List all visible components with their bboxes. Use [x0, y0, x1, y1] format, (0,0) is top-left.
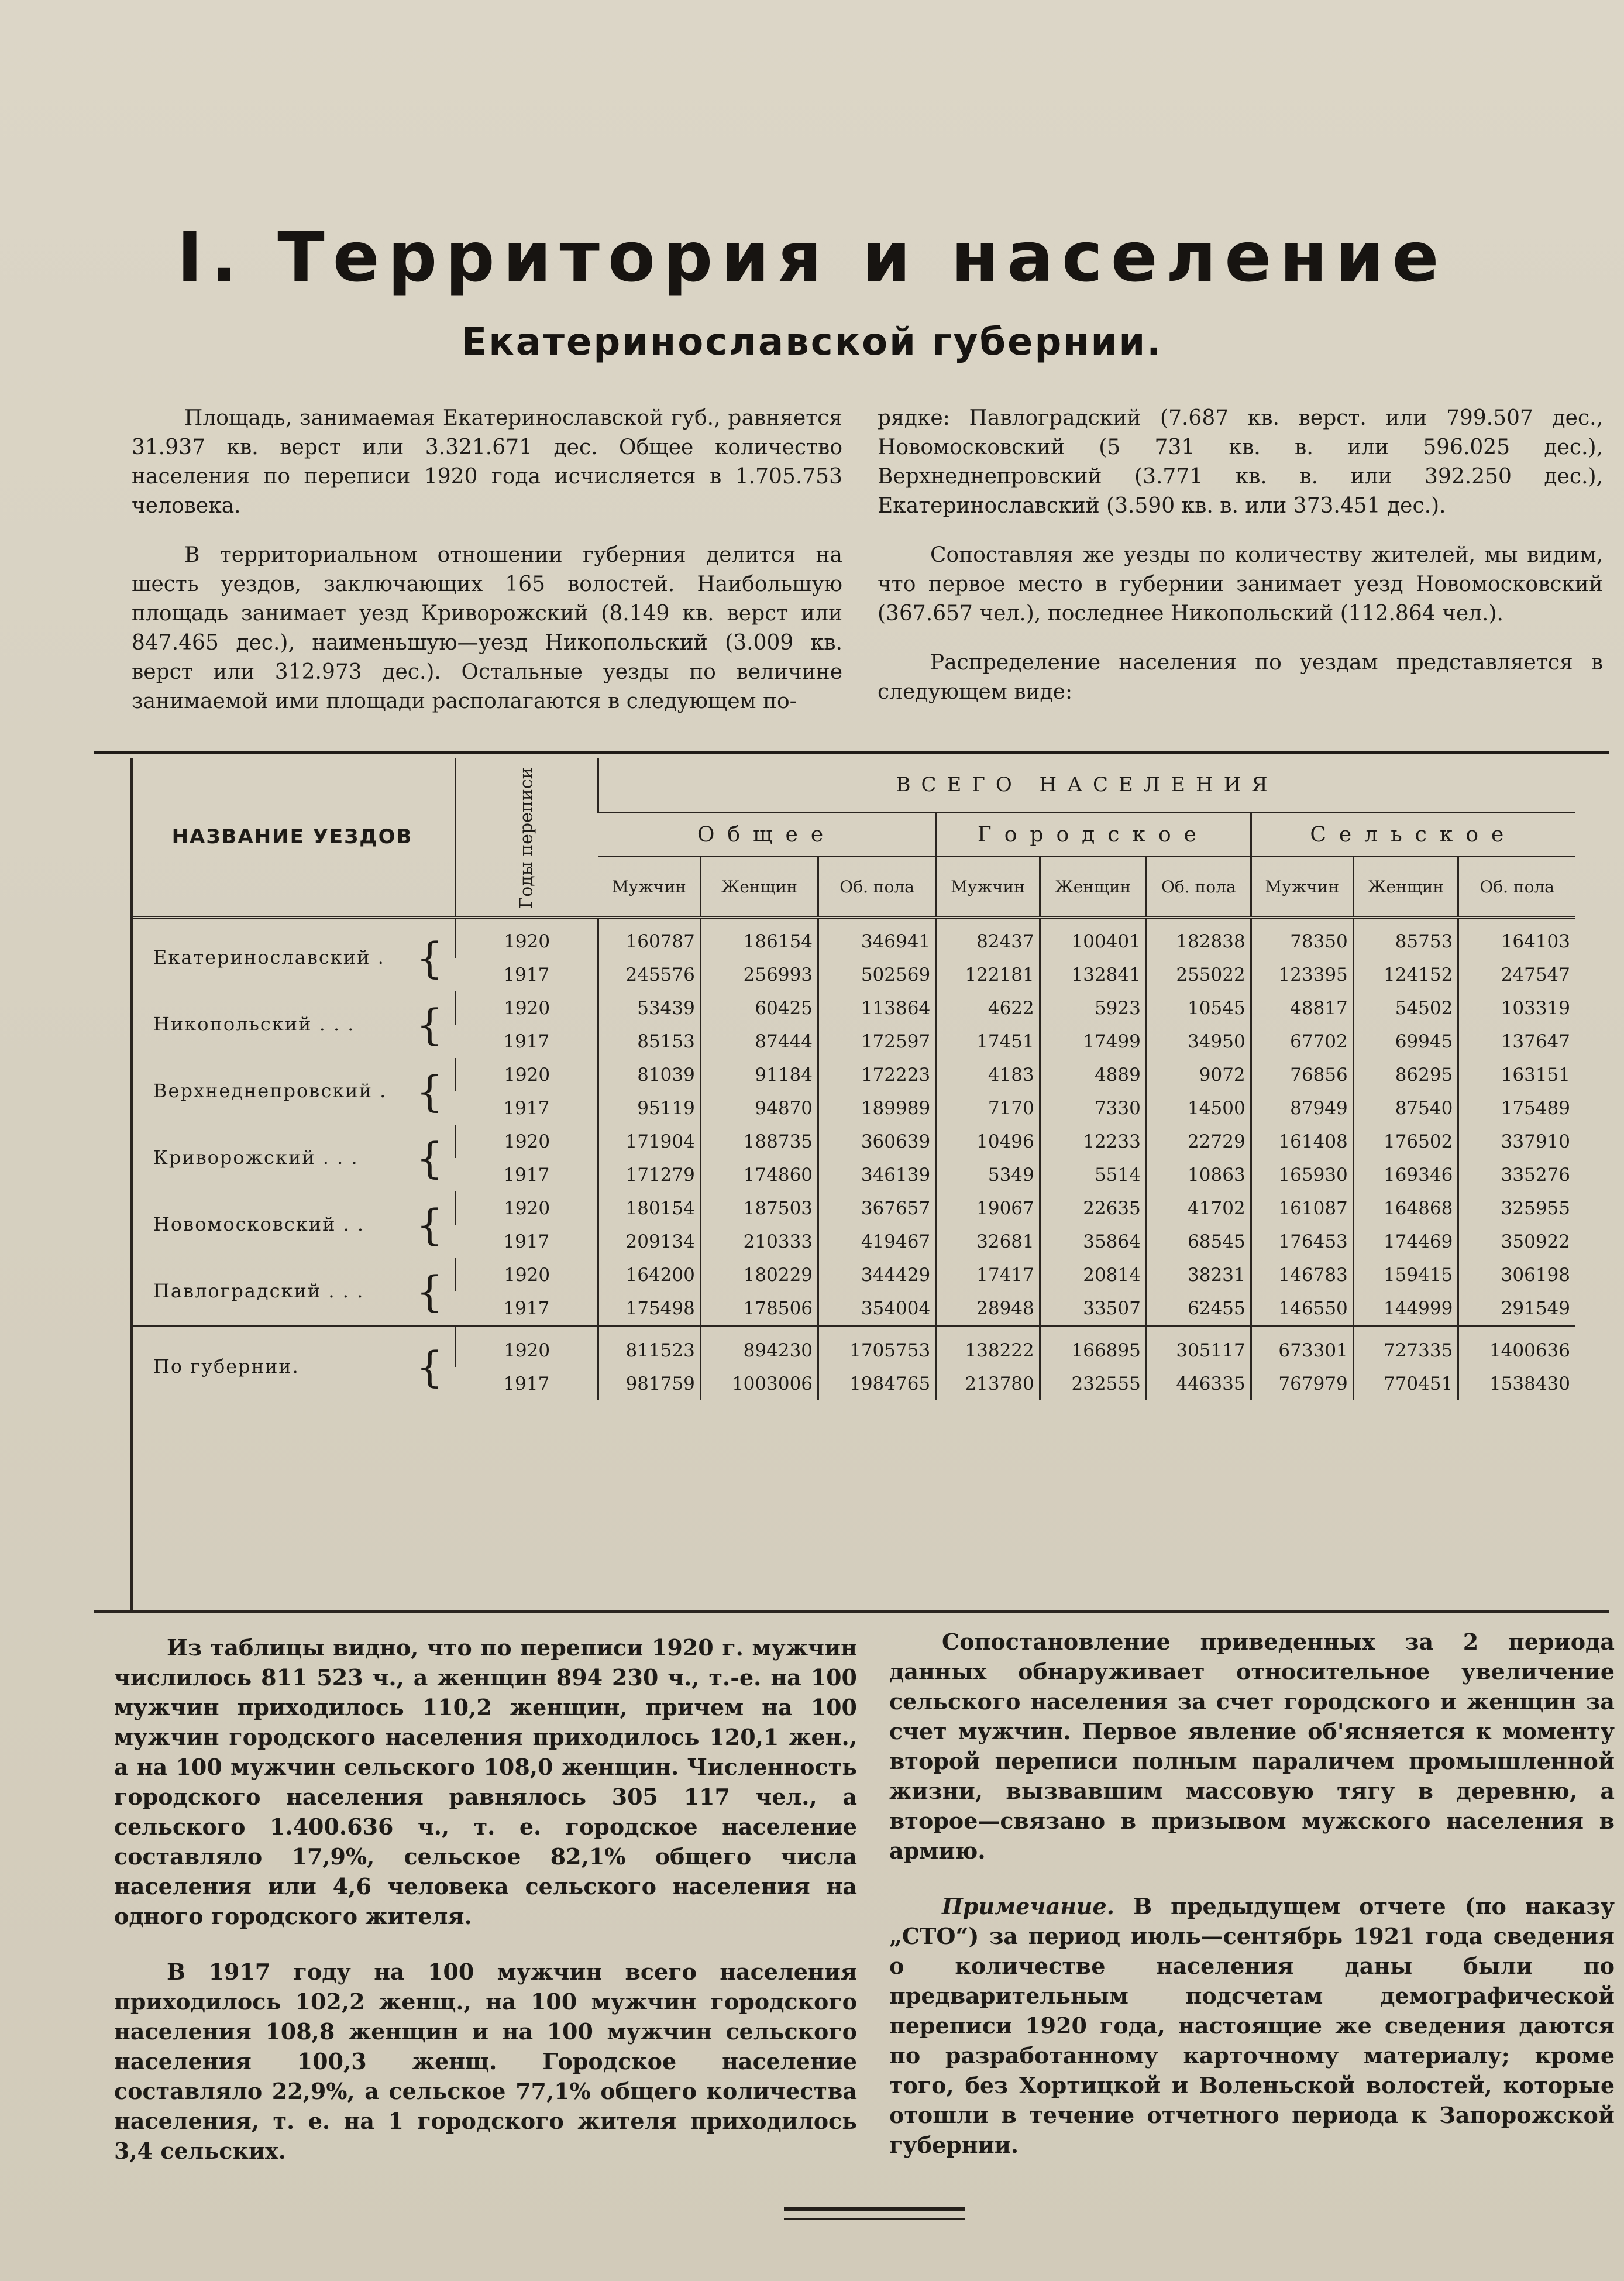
subcol-header: Мужчин	[1251, 857, 1353, 918]
column-header-year: Годы переписи	[456, 758, 598, 918]
table-cell: 360639	[818, 1125, 936, 1158]
table-row	[130, 991, 1575, 1025]
table-cell: 1400636	[1458, 1326, 1575, 1368]
table-row	[130, 1191, 1575, 1225]
census-year: 1917	[503, 1297, 550, 1319]
table-cell: 161087	[1251, 1191, 1353, 1225]
table-cell: 419467	[818, 1225, 936, 1258]
table-cell: 305117	[1146, 1326, 1251, 1368]
table-cell: 172597	[818, 1025, 936, 1058]
table-cell: 166895	[1040, 1326, 1146, 1368]
intro-right-column	[878, 404, 1603, 727]
table-cell: 22635	[1040, 1191, 1146, 1225]
subcol-header: Женщин	[1353, 857, 1458, 918]
analysis-paragraph: В 1917 году на 100 мужчин всего населения приходилось 102,2 женщ., на 100 мужчин городского населения 108,8 женщин и на 100 мужчин сельского населения 100,3 женщ. Городское население составляло 22,9%, а сельское 77,1% общего количества населения, т. е. на 1 городского жителя приходилось 3,4 сельских.	[114, 1959, 857, 2164]
table-cell: 100401	[1040, 918, 1146, 959]
table-cell: 103319	[1458, 991, 1575, 1025]
table-cell: 22729	[1146, 1125, 1251, 1158]
table-cell: 124152	[1353, 958, 1458, 991]
table-cell: 67702	[1251, 1025, 1353, 1058]
table-cell: 161408	[1251, 1125, 1353, 1158]
table-cell: 1705753	[818, 1326, 936, 1368]
table-cell: 187503	[700, 1191, 818, 1225]
table-cell: 144999	[1353, 1291, 1458, 1326]
table-cell: 7330	[1040, 1091, 1146, 1125]
table-cell: 33507	[1040, 1291, 1146, 1326]
subcol-header: Об. пола	[818, 857, 936, 918]
table-body	[130, 918, 1575, 1401]
table-cell: 186154	[700, 918, 818, 959]
table-cell: 69945	[1353, 1025, 1458, 1058]
table-cell: 335276	[1458, 1158, 1575, 1191]
table-cell: 81039	[598, 1058, 701, 1091]
table-cell: 123395	[1251, 958, 1353, 991]
table-cell: 163151	[1458, 1058, 1575, 1091]
table-cell: 189989	[818, 1091, 936, 1125]
table-cell: 14500	[1146, 1091, 1251, 1125]
table-cell: 337910	[1458, 1125, 1575, 1158]
table-cell: 174469	[1353, 1225, 1458, 1258]
district-name: Екатеринославский . {	[153, 933, 444, 983]
note-paragraph	[889, 1891, 1615, 2160]
group-header-total: Общее	[598, 813, 936, 857]
table-cell: 160787	[598, 918, 701, 959]
census-year: 1920	[456, 918, 598, 959]
table-cell: 87444	[700, 1025, 818, 1058]
table-cell: 727335	[1353, 1326, 1458, 1368]
intro-left-column	[132, 404, 842, 736]
table-cell: 164103	[1458, 918, 1575, 959]
table-row	[130, 1125, 1575, 1158]
table-cell: 122181	[936, 958, 1040, 991]
table-cell: 188735	[700, 1125, 818, 1158]
table-cell: 174860	[700, 1158, 818, 1191]
intro-paragraph: В территориальном отношении губерния делится на шесть уездов, заключающих 165 волостей. Наибольшую площадь занимает уезд Криворожский (8.149 кв. верст или 847.465 дес.), наименьшую—уезд Никопольский (3.009 кв. верст или 312.973 дес.). Остальные уезды по величине занимаемой ими площади располагаются в следующем по-	[132, 543, 842, 713]
subcol-header: Мужчин	[936, 857, 1040, 918]
census-year: 1920	[456, 991, 598, 1025]
table-cell: 113864	[818, 991, 936, 1025]
table-cell: 502569	[818, 958, 936, 991]
table-cell: 209134	[598, 1225, 701, 1258]
brace-mark: {	[416, 1200, 444, 1249]
table-cell: 255022	[1146, 958, 1251, 991]
table-cell: 4889	[1040, 1058, 1146, 1091]
table-cell: 85753	[1353, 918, 1458, 959]
table-cell: 87540	[1353, 1091, 1458, 1125]
brace-mark: {	[416, 1067, 444, 1116]
table-cell: 172223	[818, 1058, 936, 1091]
table-cell: 138222	[936, 1326, 1040, 1368]
table-cell: 767979	[1251, 1367, 1353, 1400]
table-cell: 446335	[1146, 1367, 1251, 1400]
district-name: Верхнеднепровский . {	[153, 1067, 444, 1116]
table-cell: 60425	[700, 991, 818, 1025]
census-year: 1920	[456, 1191, 598, 1225]
table-cell: 164868	[1353, 1191, 1458, 1225]
census-year: 1920	[456, 1058, 598, 1091]
table-cell: 325955	[1458, 1191, 1575, 1225]
intro-paragraph: рядке: Павлоградский (7.687 кв. верст. или 799.507 дес., Новомосковский (5 731 кв. в. или 596.025 дес.), Верхнеднепровский (3.771 кв. в. или 392.250 дес.), Екатеринославский (3.590 кв. в. или 373.451 дес.).	[878, 406, 1603, 518]
table-cell: 1003006	[700, 1367, 818, 1400]
table-cell: 175498	[598, 1291, 701, 1326]
census-year: 1917	[503, 1097, 550, 1119]
footer-rule	[784, 2218, 965, 2220]
table-cell: 5349	[936, 1158, 1040, 1191]
table-cell: 164200	[598, 1258, 701, 1291]
table-cell: 176502	[1353, 1125, 1458, 1158]
subcol-header: Женщин	[700, 857, 818, 918]
table-cell: 87949	[1251, 1091, 1353, 1125]
table-cell: 146783	[1251, 1258, 1353, 1291]
table-cell: 48817	[1251, 991, 1353, 1025]
table-cell: 7170	[936, 1091, 1040, 1125]
table-cell: 344429	[818, 1258, 936, 1291]
table-cell: 4622	[936, 991, 1040, 1025]
census-year: 1917	[503, 1164, 550, 1186]
analysis-paragraph: Из таблицы видно, что по переписи 1920 г. мужчин числилось 811 523 ч., а женщин 894 230 ч., т.-е. на 100 мужчин приходилось 110,2 женщин, причем на 100 мужчин городского населения приходилось 120,1 жен., а на 100 мужчин сельского 108,0 женщин. Численность городского населения равнялось 305 117 чел., а сельского 1.400.636 ч., т. е. городское население составляло 17,9%, сельское 82,1% общего числа населения или 4,6 человека сельского населения на одного городского жителя.	[114, 1634, 857, 1929]
census-year: 1920	[456, 1258, 598, 1291]
brace-mark: {	[416, 1267, 444, 1316]
table-cell: 17499	[1040, 1025, 1146, 1058]
subcol-header: Об. пола	[1458, 857, 1575, 918]
district-name: Никопольский . . . {	[153, 1000, 444, 1049]
group-header-rural: Сельское	[1251, 813, 1575, 857]
table-cell: 247547	[1458, 958, 1575, 991]
table-cell: 367657	[818, 1191, 936, 1225]
table-cell: 146550	[1251, 1291, 1353, 1326]
analysis-paragraph: Сопостановление приведенных за 2 периода данных обнаруживает относительное увеличение сельского населения за счет городского и женщин за счет мужчин. Первое явление об'ясняется к моменту второй переписи полным параличем промышленной жизни, вызвавшим массовую тягу в деревню, а второе—связано в призывом мужского населения в армию.	[889, 1629, 1615, 1864]
table-cell: 256993	[700, 958, 818, 991]
table-cell: 19067	[936, 1191, 1040, 1225]
table-cell: 9072	[1146, 1058, 1251, 1091]
table-cell: 981759	[598, 1367, 701, 1400]
analysis-left-column	[114, 1633, 857, 2191]
table-cell: 171279	[598, 1158, 701, 1191]
table-cell: 346139	[818, 1158, 936, 1191]
table-cell: 35864	[1040, 1225, 1146, 1258]
table-cell: 68545	[1146, 1225, 1251, 1258]
note-label: Примечание.	[942, 1893, 1114, 1919]
table-cell: 182838	[1146, 918, 1251, 959]
table-row	[130, 1258, 1575, 1291]
table-cell: 213780	[936, 1367, 1040, 1400]
population-table	[130, 758, 1575, 1400]
census-year: 1917	[503, 964, 550, 985]
intro-paragraph: Сопоставляя же уезды по количеству жителей, мы видим, что первое место в губернии занимает уезд Новомосковский (367.657 чел.), последнее Никопольский (112.864 чел.).	[878, 543, 1603, 626]
table-cell: 10496	[936, 1125, 1040, 1158]
table-cell: 10863	[1146, 1158, 1251, 1191]
table-cell: 17451	[936, 1025, 1040, 1058]
brace-mark: {	[416, 1000, 444, 1049]
table-cell: 76856	[1251, 1058, 1353, 1091]
column-header-district: НАЗВАНИЕ УЕЗДОВ	[171, 825, 413, 848]
table-cell: 78350	[1251, 918, 1353, 959]
table-cell: 82437	[936, 918, 1040, 959]
table-cell: 346941	[818, 918, 936, 959]
table-cell: 53439	[598, 991, 701, 1025]
table-cell: 354004	[818, 1291, 936, 1326]
table-cell: 165930	[1251, 1158, 1353, 1191]
table-cell: 137647	[1458, 1025, 1575, 1058]
table-cell: 176453	[1251, 1225, 1353, 1258]
census-year: 1920	[456, 1326, 598, 1368]
table-cell: 811523	[598, 1326, 701, 1368]
table-cell: 20814	[1040, 1258, 1146, 1291]
table-cell: 17417	[936, 1258, 1040, 1291]
table-cell: 894230	[700, 1326, 818, 1368]
census-year: 1917	[503, 1231, 550, 1252]
note-text: В предыдущем отчете (по наказу „СТО“) за период июль—сентябрь 1921 года сведения о количестве населения даны были по предварительным подсчетам демографической переписи 1920 года, настоящие же сведения даются по разработанному карточному материалу; кроме того, без Хортицкой и Воленьской волостей, которые отошли в течение отчетного периода к Запорожской губернии.	[889, 1893, 1615, 2158]
district-name: Павлоградский . . . {	[153, 1267, 444, 1316]
table-cell: 95119	[598, 1091, 701, 1125]
table-cell: 171904	[598, 1125, 701, 1158]
table-cell: 306198	[1458, 1258, 1575, 1291]
analysis-right-column	[889, 1627, 1615, 2186]
table-cell: 54502	[1353, 991, 1458, 1025]
district-name: Новомосковский . . {	[153, 1200, 444, 1249]
table-cell: 12233	[1040, 1125, 1146, 1158]
subcol-header: Об. пола	[1146, 857, 1251, 918]
district-name: По губернии. {	[130, 1326, 456, 1401]
subcol-header: Женщин	[1040, 857, 1146, 918]
intro-paragraph: Распределение населения по уездам представляется в следующем виде:	[878, 651, 1603, 704]
table-cell: 34950	[1146, 1025, 1251, 1058]
intro-paragraph: Площадь, занимаемая Екатеринославской губ., равняется 31.937 кв. верст или 3.321.671 дес. Общее количество населения по переписи 1920 года исчисляется в 1.705.753 человека.	[132, 406, 842, 518]
table-cell: 291549	[1458, 1291, 1575, 1326]
table-cell: 1984765	[818, 1367, 936, 1400]
table-cell: 178506	[700, 1291, 818, 1326]
table-top-rule	[94, 751, 1609, 754]
table-cell: 180154	[598, 1191, 701, 1225]
table-cell: 232555	[1040, 1367, 1146, 1400]
group-header-urban: Городское	[936, 813, 1251, 857]
table-cell: 62455	[1146, 1291, 1251, 1326]
brace-mark: {	[416, 1133, 444, 1183]
table-cell: 94870	[700, 1091, 818, 1125]
table-cell: 86295	[1353, 1058, 1458, 1091]
table-cell: 132841	[1040, 958, 1146, 991]
table-cell: 1538430	[1458, 1367, 1575, 1400]
column-header-total-population: ВСЕГО НАСЕЛЕНИЯ	[598, 758, 1575, 813]
table-cell: 38231	[1146, 1258, 1251, 1291]
footer-rule	[784, 2207, 965, 2211]
table-cell: 210333	[700, 1225, 818, 1258]
table-cell: 85153	[598, 1025, 701, 1058]
census-year: 1917	[503, 1030, 550, 1052]
table-row	[130, 1058, 1575, 1091]
district-name: Криворожский . . . {	[153, 1133, 444, 1183]
table-cell: 169346	[1353, 1158, 1458, 1191]
brace-mark: {	[416, 933, 444, 983]
table-cell: 770451	[1353, 1367, 1458, 1400]
brace-mark: {	[416, 1342, 444, 1392]
table-cell: 91184	[700, 1058, 818, 1091]
table-cell: 4183	[936, 1058, 1040, 1091]
subcol-header: Мужчин	[611, 877, 686, 896]
table-cell: 41702	[1146, 1191, 1251, 1225]
table-cell: 180229	[700, 1258, 818, 1291]
table-cell: 5923	[1040, 991, 1146, 1025]
table-row	[130, 918, 1575, 959]
table-cell: 175489	[1458, 1091, 1575, 1125]
census-year: 1917	[503, 1373, 550, 1394]
table-cell: 5514	[1040, 1158, 1146, 1191]
table-cell: 28948	[936, 1291, 1040, 1326]
table-cell: 245576	[598, 958, 701, 991]
table-cell: 10545	[1146, 991, 1251, 1025]
table-cell: 350922	[1458, 1225, 1575, 1258]
table-bottom-rule	[94, 1610, 1609, 1613]
table-cell: 32681	[936, 1225, 1040, 1258]
census-year: 1920	[456, 1125, 598, 1158]
page-subtitle: Екатеринославской губернии.	[461, 321, 1163, 364]
table-cell: 673301	[1251, 1326, 1353, 1368]
page-title: I. Территория и население	[177, 217, 1447, 297]
table-row	[130, 1326, 1575, 1368]
table-cell: 159415	[1353, 1258, 1458, 1291]
